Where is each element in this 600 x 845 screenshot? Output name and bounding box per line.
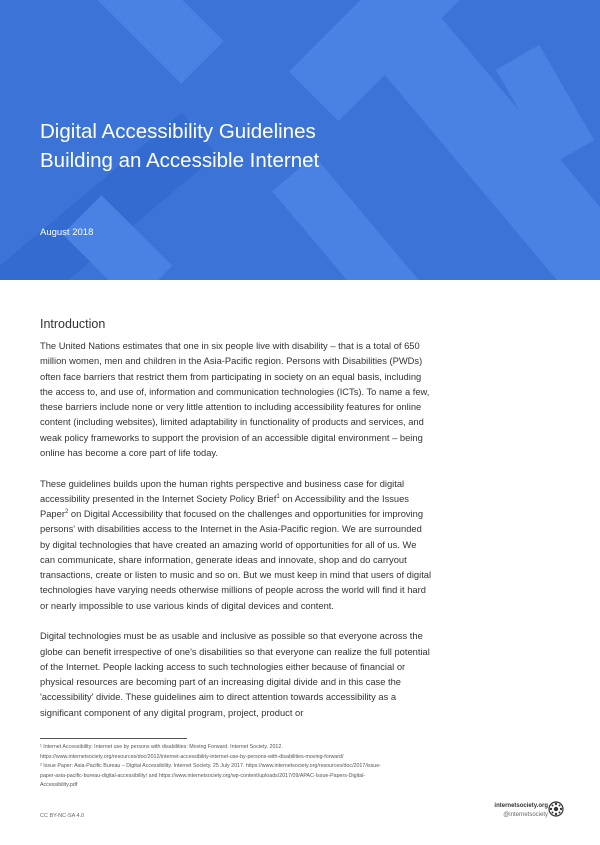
footnote-line: Accessibility.pdf: [40, 782, 78, 788]
footnote-line[interactable]: https://www.internetsociety.org/resources/doc/2012/internet-accessibility-internet-use-by-persons-with-disabilities-moving-forward/: [40, 753, 344, 760]
publication-date: August 2018: [40, 227, 94, 238]
section-heading: Introduction: [40, 317, 106, 331]
document-title: [40, 117, 319, 175]
footnote-line[interactable]: paper-asia-pacific-bureau-digital-accessibility/ and https://www.internetsociety.org/wp-content/uploads/2017/09/APAC-Issue-Papers-Digital-: [40, 772, 366, 779]
org-website[interactable]: internetsociety.org: [494, 803, 548, 809]
org-contact: [494, 802, 548, 820]
license-label: CC BY-NC-SA 4.0: [40, 813, 85, 819]
footnote-ref-1[interactable]: 1: [276, 493, 280, 500]
org-handle[interactable]: @internetsociety: [503, 812, 548, 818]
footnote-line[interactable]: ² Issue Paper: Asia-Pacific Bureau – Digital Accessibility. Internet Society. 25 July 2017. https://www.internetsociety.org/resources/doc/2017/issue-: [40, 763, 381, 769]
paragraph-2-part-c: on Digital Accessibility that focused on the challenges and opportunities for improving persons' with disabilities access to the Internet in the Asia-Pacific region. We are surrounded by digital technologies that have created an amazing world of opportunities for all of us. We can communicate, share information, generate ideas and innovate, shop and do carryout transactions, create or listen to music and so on. But we must keep in mind that users of digital technologies have varying needs otherwise millions of people across the world will find it hard or nearly impossible to use various kinds of digital devices and content.: [40, 509, 432, 611]
footnote-ref-2[interactable]: 2: [64, 508, 69, 515]
paragraph-3: Digital technologies must be as usable and inclusive as possible so that everyone across the globe can benefit irrespective of one's disabilities so that everyone can realize the full potential of the Internet. People lacking access to such technologies either because of financial or physical resources are becoming part of an increasing digital divide and in this case the 'accessibility' divide. These guidelines aim to direct attention towards accessibility as a significant component of any digital program, project, product or: [40, 631, 430, 718]
globe-icon: [548, 801, 564, 817]
footnotes: [40, 743, 440, 791]
footnote-line: ¹ Internet Accessibility: Internet use by persons with disabilities: Moving Forward. Internet Society. 2012.: [40, 744, 283, 750]
decorative-bar: [96, 0, 223, 84]
paragraph-2-part-a: These guidelines builds upon the human rights perspective and business case for digital accessibility presented in the Internet Society Policy Brief: [40, 478, 405, 504]
title-line-2: Building an Accessible Internet: [40, 149, 320, 172]
paragraph-1: The United Nations estimates that one in six people live with disability – that is a total of 650 million women, men and children in the Asia-Pacific region. Persons with Disabilities (PWDs) often face barriers that restrict them from participating in society on an equal basis, including the access to, and use of, information and communication technologies (ICTs). To name a few, these barriers include none or very little attention to including accessibility features for online content (including websites), limited adaptability in functionality of products and services, and weak policy frameworks to support the provision of an accessible digital environment – being online has become a core part of life today.: [40, 341, 430, 458]
main-content: [40, 317, 432, 736]
header-banner: [0, 0, 600, 280]
paragraph-2-part-b: on Accessibility and the Issues Paper: [40, 493, 409, 519]
footnote-divider: [40, 738, 187, 739]
paragraph-2: [40, 477, 432, 614]
title-line-1: Digital Accessibility Guidelines: [40, 120, 316, 143]
